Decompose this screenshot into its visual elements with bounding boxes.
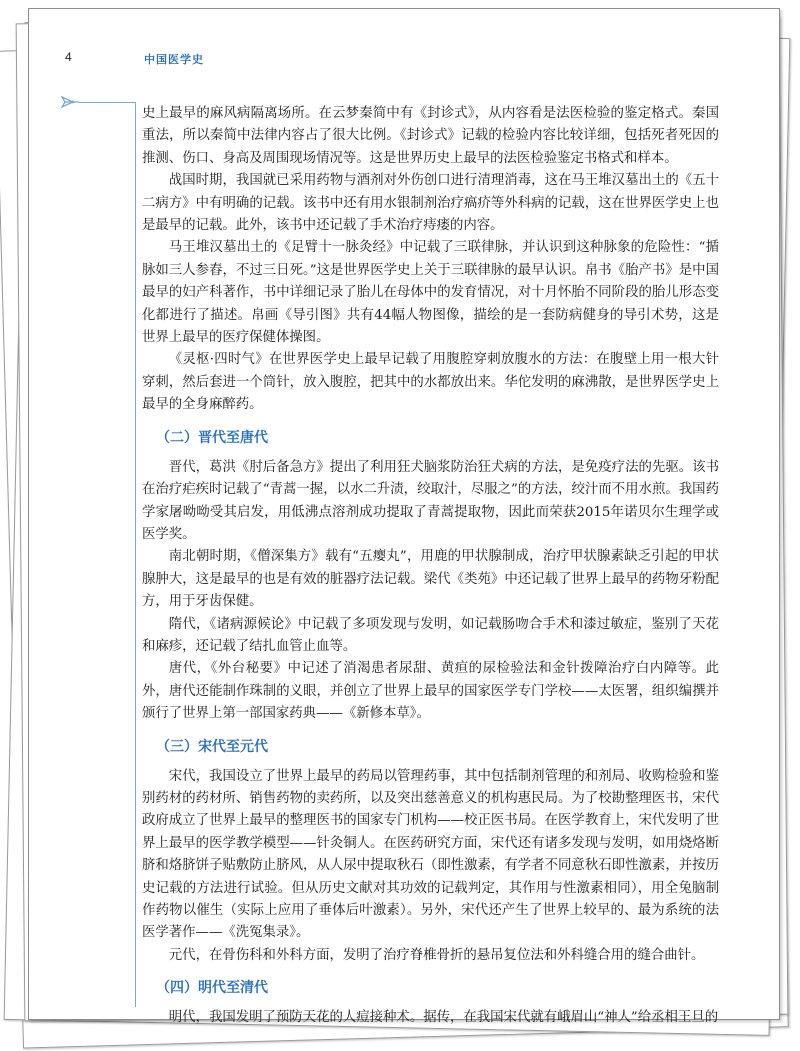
paragraph: 元代，在骨伤科和外科方面，发明了治疗脊椎骨折的悬吊复位法和外科缝合用的缝合曲针。: [168, 947, 705, 963]
pen-nib-icon: [61, 94, 81, 110]
page-number: 4: [65, 50, 72, 64]
paragraph: 晋代，葛洪《肘后备急方》提出了利用狂犬脑浆防治狂犬病的方法，是免疫疗法的先驱。该书在治疗疟疾时记载了“青蒿一握，以水二升渍，绞取汁，尽服之”的方法，绞汁而不用水煎。我国药学家屠呦呦受其启发，用低沸点溶剂成功提取了青蒿提取物，因此而荣获2015年诺贝尔生理学或医学奖。: [142, 459, 719, 542]
paragraph: 史上最早的麻风病隔离场所。在云梦秦简中有《封诊式》，从内容看是法医检验的鉴定格式。秦国重法，所以秦简中法律内容占了很大比例。《封诊式》记载的检验内容比较详细，包括死者死因的推测、伤口、身高及周围现场情况等。这是世界历史上最早的法医检验鉴定书格式和样本。: [142, 106, 719, 166]
paragraph: 《灵枢·四时气》在世界医学史上最早记载了用腹腔穿刺放腹水的方法：在腹壁上用一根大针穿刺，然后套进一个筒针，放入腹腔，把其中的水都放出来。华佗发明的麻沸散，是世界医学史上最早的全身麻醉药。: [142, 352, 719, 413]
body-text: [142, 103, 719, 1030]
section-heading: （三）宋代至元代: [156, 738, 268, 755]
paragraph: 唐代，《外台秘要》中记述了消渴患者尿甜、黄疸的尿检验法和金针拨障治疗白内障等。此外，唐代还能制作珠制的义眼，并创立了世界上最早的国家医学专门学校——太医署，组织编撰并颁行了世界上第一部国家药典——《新修本草》。: [142, 661, 719, 722]
section-heading: （二）晋代至唐代: [156, 429, 268, 446]
paragraph: 南北朝时期，《僧深集方》载有“五瘿丸”，用鹿的甲状腺制成，治疗甲状腺素缺乏引起的甲状腺肿大，这是最早的也是有效的脏器疗法记载。梁代《类苑》中还记载了世界上最早的药物牙粉配方，用于牙齿保健。: [142, 549, 719, 610]
paragraph: 隋代，《诸病源候论》中记载了多项发现与发明，如记载肠吻合手术和漆过敏症，鉴别了天花和麻疹，还记载了结扎血管止血等。: [142, 616, 719, 654]
paragraph: 马王堆汉墓出土的《足臂十一脉灸经》中记载了三联律脉，并认识到这种脉象的危险性：“揗脉如三人参舂，不过三日死。”这是世界医学史上关于三联律脉的最早认识。帛书《胎产书》是中国最早的妇产科著作，书中详细记录了胎儿在母体中的发育情况，对十月怀胎不同阶段的胎儿形态变化都进行了描述。帛画《导引图》共有44幅人物图像，描绘的是一套防病健身的导引术势，这是世界上最早的医疗保健体操图。: [142, 240, 719, 346]
book-page: [28, 8, 780, 1026]
margin-rule: [135, 102, 136, 1007]
paragraph: 战国时期，我国就已采用药物与酒剂对外伤创口进行清理消毒，这在马王堆汉墓出土的《五十二病方》中有明确的记载。该书中还有用水银制剂治疗瘑疥等外科病的记载，这在世界医学史上也是最早的记载。此外，该书中还记载了手术治疗痔瘘的内容。: [142, 173, 719, 234]
running-head: 中国医学史: [144, 53, 204, 66]
margin-connector-line: [79, 102, 135, 103]
paragraph: 明代，我国发明了预防天花的人痘接种术。据传，在我国宋代就有峨眉山“神人”给丞相王旦的: [168, 1010, 719, 1026]
paragraph: 宋代，我国设立了世界上最早的药局以管理药事，其中包括制剂管理的和剂局、收购检验和鉴别药材的药材所、销售药物的卖药所，以及突出慈善意义的机构惠民局。为了校勘整理医书，宋代政府成立了世界上最早的整理医书的国家专门机构——校正医书局。在医学教育上，宋代发明了世界上最早的医学教学模型——针灸铜人。在医药研究方面，宋代还有诸多发现与发明，如用烧烙断脐和烙脐饼子贴敷防止脐风，从人尿中提取秋石（即性激素，有学者不同意秋石即性激素，并按历史记载的方法进行试验。但从历史文献对其功效的记载判定，其作用与性激素相同），用全兔脑制作药物以催生（实际上应用了垂体后叶激素）。另外，宋代还产生了世界上较早的、最为系统的法医学著作——《洗冤集录》。: [142, 768, 719, 941]
section-heading: （四）明代至清代: [156, 980, 268, 997]
